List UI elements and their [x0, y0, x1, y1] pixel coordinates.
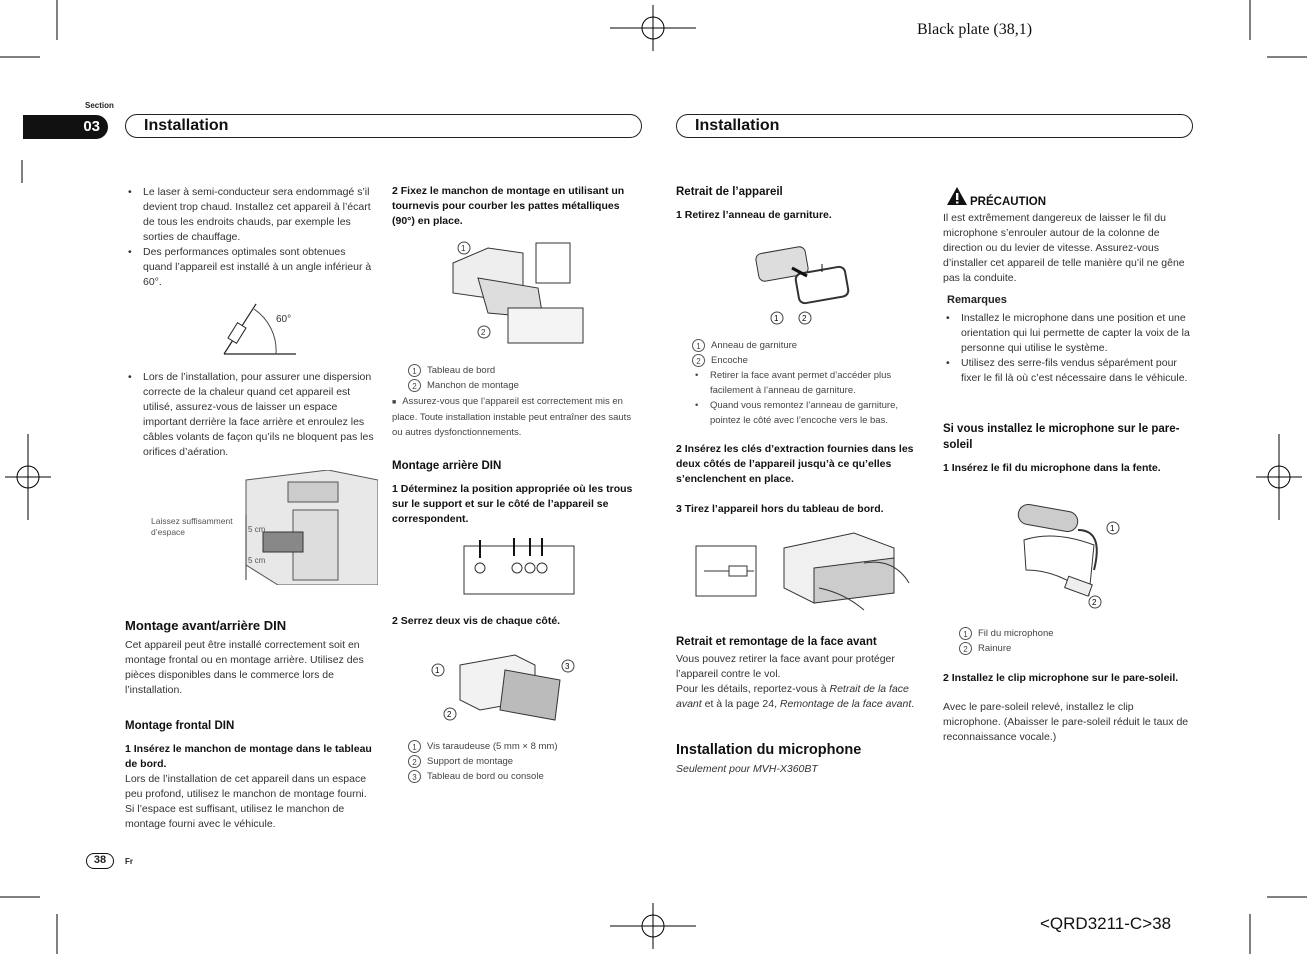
frontal-step1: 1 Insérez le manchon de montage dans le tableau de bord. [125, 743, 372, 770]
retrait-title: Retrait de l’appareil [676, 186, 783, 198]
frontal-title: Montage frontal DIN [125, 720, 235, 732]
face-text: Vous pouvez retirer la face avant pour protéger l’appareil contre le vol. Pour les détails, reportez-vous à Retrait de la face avant et à la page 24, Remontage de la face avant. [676, 653, 915, 710]
legend-item: 2 Support de montage [408, 754, 558, 769]
fig2-legend [408, 739, 558, 784]
visor-step2-text: Avec le pare-soleil relevé, installez le clip microphone. (Abaisser le pare-soleil réduit le taux de reconnaissance vocale.) [943, 701, 1189, 743]
svg-text:2: 2 [802, 314, 807, 323]
montage-title: Montage avant/arrière DIN [125, 618, 287, 633]
caution-title: PRÉCAUTION [970, 196, 1047, 208]
legend-item: 2 Manchon de montage [408, 378, 519, 393]
retrait-step3: 3 Tirez l’appareil hors du tableau de bord. [676, 503, 884, 515]
list-item: • Le laser à semi-conducteur sera endommagé s’il devient trop chaud. Installez cet appareil à l’écart de tous les endroits chauds, par exemple les sorties de chauffage. [125, 185, 377, 245]
list-item: • Utilisez des serre-fils vendus séparément pour fixer le fil là où c’est nécessaire dans le véhicule. [943, 356, 1193, 386]
trim-ring-figure [752, 240, 852, 326]
angle-label: 60° [276, 314, 292, 325]
col1-bullet-b [125, 370, 377, 460]
caution-text: Il est extrêmement dangereux de laisser le fil du microphone s’enrouler autour de la colonne de direction ou du levier de vitesse. Assurez-vous d’installer cet appareil de telle manière qu’il ne gêne pas la conduite. [943, 212, 1185, 284]
arriere-step2: 2 Serrez deux vis de chaque côté. [392, 615, 561, 627]
angle-figure [220, 298, 300, 358]
fig1-legend [408, 363, 519, 393]
col1-bullets [125, 185, 377, 290]
list-item: • Quand vous remontez l’anneau de garniture, pointez le côté avec l’encoche vers le bas. [692, 398, 928, 428]
col2-note: ■ Assurez-vous que l’appareil est correctement mis en place. Toute installation instable peut entraîner des sauts ou autres dysfonctionnements. [392, 396, 632, 438]
arriere-step1: 1 Déterminez la position appropriée où les trous sur le support et sur le côté de l’appareil se correspondent. [392, 483, 633, 525]
svg-text:1: 1 [774, 314, 779, 323]
document-code: <QRD3211-C>38 [1040, 914, 1172, 933]
microphone-figure [1014, 500, 1124, 610]
micro-sub: Seulement pour MVH-X360BT [676, 763, 818, 775]
list-item: • Lors de l’installation, pour assurer une dispersion correcte de la chaleur quand cet appareil est utilisé, assurez-vous de laisser un espace important derrière la face arrière et enroulez les câbles volants de façon qu’ils ne bloquent pas les orifices d’aération. [125, 370, 377, 460]
svg-text:2: 2 [1092, 598, 1097, 607]
arriere-title: Montage arrière DIN [392, 460, 502, 472]
warning-icon [946, 186, 968, 206]
svg-text:1: 1 [435, 666, 440, 675]
legend-item: 2 Encoche [692, 353, 928, 368]
right-title-bar [676, 114, 1193, 138]
list-item: • Retirer la face avant permet d’accéder plus facilement à l’anneau de garniture. [692, 368, 928, 398]
page-number: 38 [86, 853, 114, 869]
language-label: Fr [125, 857, 133, 866]
space-label-1: Laissez suffisamment [151, 516, 233, 526]
legend-item: 2 Rainure [959, 641, 1054, 656]
legend-item: 1 Fil du microphone [959, 626, 1054, 641]
legend-item: 1 Vis taraudeuse (5 mm × 8 mm) [408, 739, 558, 754]
legend-item: 1 Tableau de bord [408, 363, 519, 378]
montage-text: Cet appareil peut être installé correctement soit en montage frontal ou en montage arrière. Utilisez des pièces disponibles dans le commerce lors de l’installation. [125, 639, 364, 696]
svg-text:2: 2 [447, 710, 452, 719]
visor-step1: 1 Insérez le fil du microphone dans la fente. [943, 462, 1161, 474]
dashboard-space-figure [148, 470, 378, 585]
remarks-title: Remarques [947, 294, 1007, 306]
visor-step2: 2 Installez le clip microphone sur le pare-soleil. [943, 672, 1179, 684]
svg-text:2: 2 [481, 328, 486, 337]
col3-legend [692, 338, 928, 428]
col4-legend [959, 626, 1054, 656]
space-label-2: d’espace [151, 527, 186, 537]
list-item: • Installez le microphone dans une position et une orientation qui lui permette de capter la voix de la personne qui utilise le système. [943, 311, 1193, 356]
svg-text:1: 1 [461, 244, 466, 253]
sleeve-figure [448, 238, 588, 350]
dim-1: 5 cm [248, 525, 266, 534]
legend-item: 3 Tableau de bord ou console [408, 769, 558, 784]
section-number: 03 [83, 118, 100, 135]
left-title-bar [125, 114, 642, 138]
visor-title: Si vous installez le microphone sur le pare-soleil [943, 423, 1180, 451]
retrait-step2: 2 Insérez les clés d’extraction fournies dans les deux côtés de l’appareil jusqu’à ce qu’elles s’enclenchent en place. [676, 443, 914, 485]
holes-figure [462, 538, 577, 598]
frontal-step1-text: Lors de l’installation de cet appareil dans un espace peu profond, utilisez le manchon de montage fourni. Si l’espace est suffisant, utilisez le manchon de montage fourni avec le véhicule. [125, 773, 367, 830]
list-item: • Des performances optimales sont obtenues quand l’appareil est installé à un angle inférieur à 60°. [125, 245, 377, 290]
retrait-step1: 1 Retirez l’anneau de garniture. [676, 209, 832, 221]
face-title: Retrait et remontage de la face avant [676, 636, 877, 648]
dim-2: 5 cm [248, 556, 266, 565]
section-tab [23, 115, 108, 139]
section-label: Section [85, 101, 114, 110]
extract-figure [694, 528, 910, 612]
remarks-list [943, 311, 1193, 386]
plate-label: Black plate (38,1) [917, 21, 1033, 38]
legend-item: 1 Anneau de garniture [692, 338, 928, 353]
right-title: Installation [695, 117, 780, 134]
svg-text:3: 3 [565, 662, 570, 671]
svg-text:1: 1 [1110, 524, 1115, 533]
screw-figure [430, 640, 580, 725]
left-title: Installation [144, 117, 229, 134]
micro-title: Installation du microphone [676, 742, 862, 758]
col2-step2: 2 Fixez le manchon de montage en utilisant un tournevis pour courber les pattes métalliques (90°) en place. [392, 185, 625, 227]
